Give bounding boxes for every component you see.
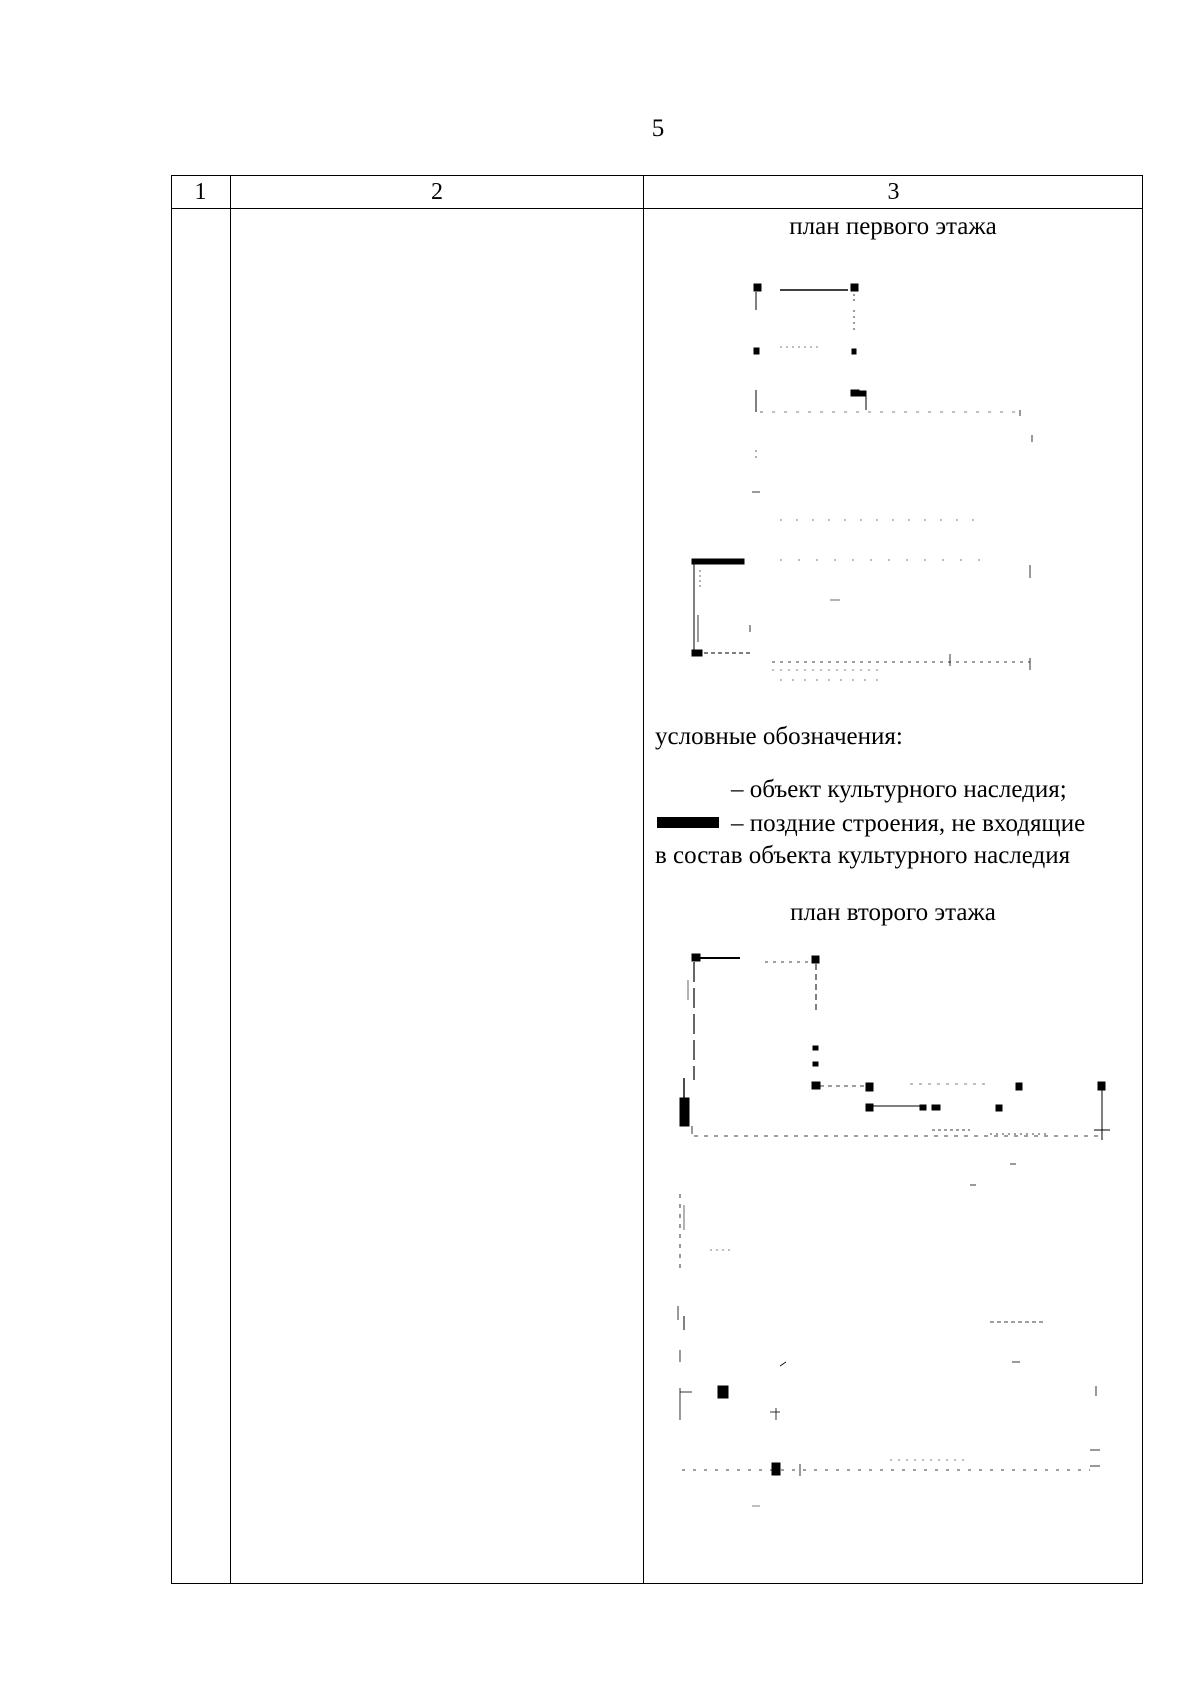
- column-header-1: 1: [194, 179, 207, 205]
- second-floor-plan-caption: план второго этажа: [790, 899, 996, 926]
- first-floor-plan-drawing: [680, 270, 1100, 700]
- column-divider-1: [230, 175, 231, 1584]
- legend-late-buildings-line2: в состав объекта культурного наследия: [655, 842, 1071, 869]
- header-divider: [171, 208, 1143, 209]
- column-header-2: 2: [431, 179, 443, 205]
- column-divider-2: [643, 175, 644, 1584]
- column-header-3: 3: [887, 179, 900, 205]
- first-floor-plan-caption: план первого этажа: [789, 213, 997, 240]
- legend-title: условные обозначения:: [655, 723, 903, 750]
- legend-heritage-object: – объект культурного наследия;: [731, 776, 1067, 803]
- page-number: 5: [651, 115, 665, 142]
- legend-late-buildings-swatch: [657, 817, 719, 828]
- legend-late-buildings-line1: – поздние строения, не входящие: [731, 810, 1086, 837]
- second-floor-plan-drawing: [670, 950, 1110, 1520]
